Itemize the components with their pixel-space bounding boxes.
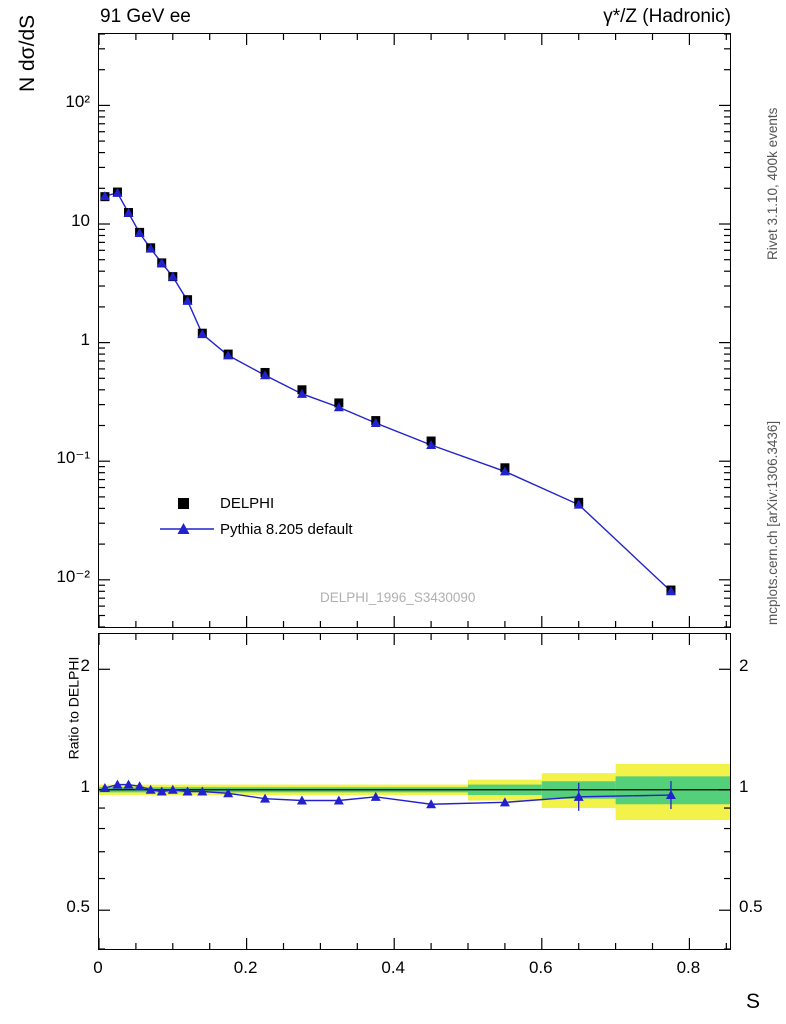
y-axis-title-text: N dσ/dS xyxy=(16,14,39,92)
analysis-id-watermark: DELPHI_1996_S3430090 xyxy=(320,590,476,605)
x-tick-label: 0.6 xyxy=(528,958,553,977)
y-tick-label: 10⁻² xyxy=(56,566,90,586)
arxiv-reference-note: mcplots.cern.ch [arXiv:1306.3436] xyxy=(765,420,780,625)
y-tick-label: 10² xyxy=(65,92,90,112)
x-tick-label: 0 xyxy=(93,958,103,977)
y-axis-title xyxy=(8,14,48,92)
ratio-y-tick-label: 2 xyxy=(80,656,90,676)
x-tick-label: 0.4 xyxy=(381,958,406,977)
ratio-y-tick-label: 1 xyxy=(80,776,90,796)
x-tick-label: 0.8 xyxy=(676,958,701,977)
x-axis-title: S xyxy=(745,990,760,1013)
legend-label-delphi: DELPHI xyxy=(220,494,275,512)
header-right-label: γ*/Z (Hadronic) xyxy=(603,6,731,27)
y-tick-label: 10⁻¹ xyxy=(56,448,90,468)
ratio-y-tick-label-right: 1 xyxy=(739,776,749,796)
legend xyxy=(160,490,353,542)
legend-entry-1 xyxy=(160,516,353,542)
ratio-plot-panel xyxy=(98,633,731,950)
ratio-y-tick-label: 0.5 xyxy=(66,897,90,917)
ratio-plot-canvas xyxy=(99,634,730,949)
legend-marker-pythia xyxy=(160,519,214,539)
ratio-y-tick-label-right: 0.5 xyxy=(739,897,763,917)
x-tick-label: 0.2 xyxy=(233,958,258,977)
legend-marker-delphi xyxy=(160,493,214,513)
ratio-y-tick-label-right: 2 xyxy=(739,656,749,676)
legend-entry-0 xyxy=(160,490,353,516)
y-tick-label: 10 xyxy=(71,211,90,230)
header-left-label: 91 GeV ee xyxy=(100,6,191,27)
legend-label-pythia: Pythia 8.205 default xyxy=(220,520,353,538)
y-tick-label: 1 xyxy=(80,329,90,349)
ratio-y-axis-title-text: Ratio to DELPHI xyxy=(65,656,82,760)
rivet-version-note: Rivet 3.1.10, 400k events xyxy=(765,107,780,260)
